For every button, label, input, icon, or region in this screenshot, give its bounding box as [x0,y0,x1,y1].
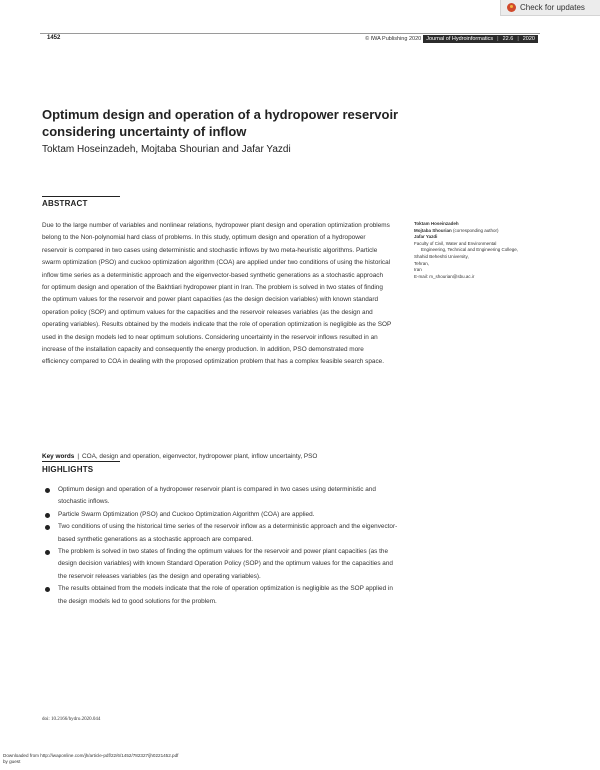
bullet-icon [45,587,50,592]
affil-author: Jafar Yazdi [414,234,438,240]
doi[interactable]: doi: 10.2166/hydro.2020.044 [42,717,101,722]
article-authors: Toktam Hoseinzadeh, Mojtaba Shourian and Jafar Yazdi [42,144,291,155]
affil-email[interactable]: E-mail: m_shourian@sbu.ac.ir [414,273,475,279]
affil-line: Shahid Beheshti University, [414,253,469,259]
bullet-icon [45,525,50,530]
affil-line: Tehran, [414,260,430,266]
keywords-list: COA, design and operation, eigenvector, hydropower plant, inflow uncertainty, PSO [82,453,318,460]
highlight-item [42,484,402,509]
affil-line: Iran [414,267,422,273]
bullet-icon [45,550,50,555]
page-number: 1452 [47,35,61,41]
affil-author-line [414,228,564,235]
affil-author: Toktam Hoseinzadeh [414,221,459,226]
separator: | [497,36,499,42]
download-notice [3,753,178,765]
highlight-text: Particle Swarm Optimization (PSO) and Cuckoo Optimization Algorithm (COA) are applied. [58,510,315,518]
journal-badge [423,35,538,43]
journal-volume: 22.6 [502,36,514,42]
article-title [42,106,422,140]
abstract-heading: ABSTRACT [42,199,88,208]
highlights-list [42,484,402,608]
affil-line: Engineering, Technical and Engineering College, [421,247,518,253]
bullet-icon [45,513,50,518]
keywords-separator: | [77,453,79,460]
title-line: Optimum design and operation of a hydropower reservoir [42,107,399,122]
affil-line: Faculty of Civil, Water and Environmental [414,240,497,246]
highlights-rule [42,461,120,462]
title-line: considering uncertainty of inflow [42,124,247,139]
check-for-updates-label: Check for updates [520,3,585,12]
highlight-item [42,546,402,583]
download-url[interactable]: Downloaded from http://iwaponline.com/jh/article-pdf/22/6/1452/782327/jh0221452.pdf [3,753,179,758]
check-for-updates-button[interactable] [500,0,600,16]
journal-name: Journal of Hydroinformatics [426,36,494,42]
journal-year: 2020 [522,36,535,42]
highlight-text: The problem is solved in two states of finding the optimum values for the reservoir and power plant capacities (as the design decision variables) with known Standard Operation Policy (SOP) and the optimum values for the capacities and the reservoir releases variables (as the design and operating variables). [58,548,393,580]
header-rule [40,33,540,34]
highlight-text: The results obtained from the models indicate that the role of operation optimization is negligible as the SOP applied in the design models led to good solutions for the problem. [58,585,393,605]
running-header [365,35,538,43]
highlight-text: Optimum design and operation of a hydropower reservoir plant is compared in two cases using deterministic and stochastic inflows. [58,486,376,506]
separator: | [517,36,519,42]
keywords-label: Key words [42,453,75,460]
download-guest: by guest [3,758,21,764]
crossmark-icon [507,3,516,12]
highlight-item [42,521,402,546]
highlights-heading: HIGHLIGHTS [42,465,94,474]
corresponding-note: (corresponding author) [453,227,499,233]
publisher-copyright: © IWA Publishing 2020 [365,36,422,42]
highlight-text: Two conditions of using the historical time series of the reservoir inflow as a deterministic approach and the eigenvector-based synthetic generations as a stochastic approach are compared. [58,523,398,543]
bullet-icon [45,488,50,493]
abstract-text: Due to the large number of variables and nonlinear relations, hydropower plant design and operation optimization problems belong to the Non-polynomial hard class of problems. In this study, optimum design and operation of a hydropower reservoir is compared in two cases using deterministic and stochastic inflows by two meta-heuristic algorithms. Particle swarm optimization (PSO) and cuckoo optimization algorithm (COA) are applied under two conditions of using the historical inflow time series as a deterministic approach and the eigenvector-based synthetic generations as a stochastic approach for optimum design and operation of the Bakhtiari hydropower plant in Iran. The problem is solved in two states of finding the optimum values for the reservoir and power plant capacities (as the design decision variables) with known standard operation policy (SOP) and optimum values for the capacities and the reservoir releases variables (as the design and operating variables). Results obtained by the models indicate that the role of operation optimization is negligible as the SOP used in the design models led to near optimum solutions. Considering uncertainty in the reservoir inflows resulted in an increase of the installation capacity and consequently the energy production. In addition, PSO demonstrated more efficiency compared to COA in dealing with the proposed optimization problem that has a complex feasible search space. [42,222,392,366]
abstract-rule [42,196,120,197]
affil-author: Mojtaba Shourian [414,227,452,233]
author-affiliations [414,221,564,280]
keywords [42,453,402,460]
highlight-item [42,509,402,521]
highlight-item [42,583,402,608]
